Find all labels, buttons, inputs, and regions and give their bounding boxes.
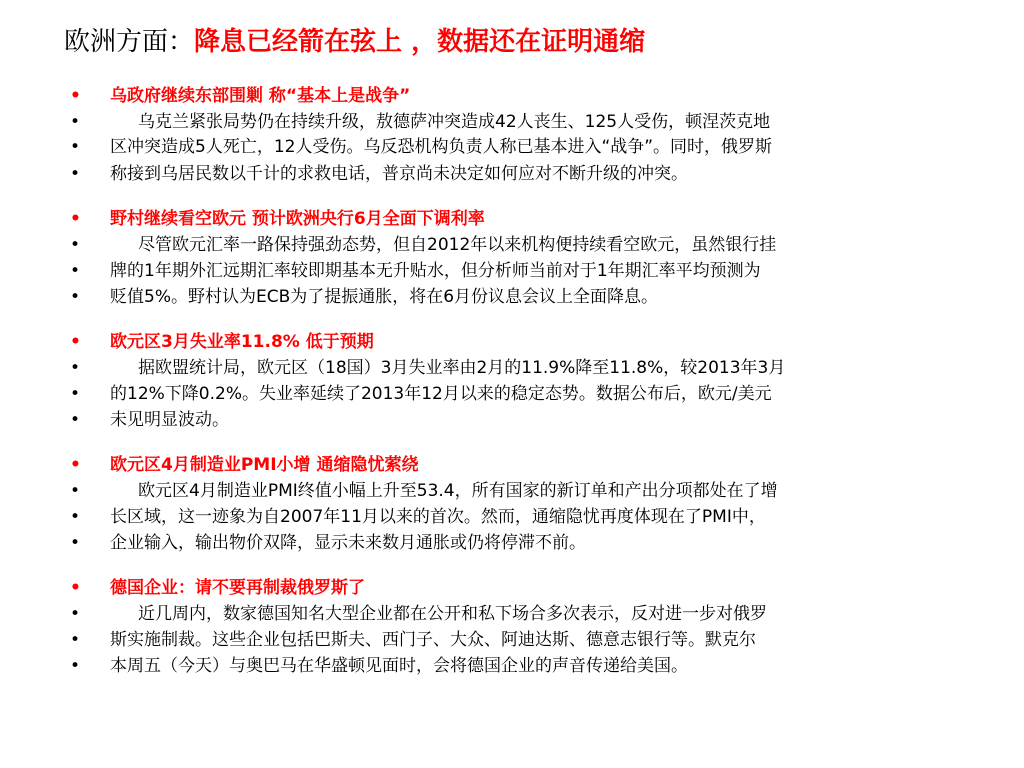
paragraph-line: • 牌的1年期外汇远期汇率较即期基本无升贴水，但分析师当前对于1年期汇率平均预测为 <box>70 258 990 284</box>
paragraph-line: • 的12%下降0.2%。失业率延续了2013年12月以来的稳定态势。数据公布后，欧元/美元 <box>70 381 990 407</box>
bullet-icon: • <box>70 164 81 184</box>
bullet-icon: • <box>70 112 81 132</box>
bullet-icon: • <box>70 630 81 650</box>
paragraph-line: • 称接到乌居民数以千计的求救电话，普京尚未决定如何应对不断升级的冲突。 <box>70 161 990 187</box>
section-heading: • 欧元区4月制造业PMI小增 通缩隐忧萦绕 <box>70 452 990 478</box>
paragraph-line: • 斯实施制裁。这些企业包括巴斯夫、西门子、大众、阿迪达斯、德意志银行等。默克尔 <box>70 627 990 653</box>
bullet-icon: • <box>70 209 81 229</box>
bullet-icon: • <box>70 481 81 501</box>
section-heading: • 欧元区3月失业率11.8% 低于预期 <box>70 329 990 355</box>
bullet-icon: • <box>70 261 81 281</box>
news-section <box>70 452 990 556</box>
news-section <box>70 83 990 187</box>
paragraph-line: • 长区域，这一迹象为自2007年11月以来的首次。然而，通缩隐忧再度体现在了PMI中， <box>70 504 990 530</box>
bullet-icon: • <box>70 604 81 624</box>
slide-title <box>64 22 645 62</box>
bullet-icon: • <box>70 578 81 598</box>
section-heading: • 野村继续看空欧元 预计欧洲央行6月全面下调利率 <box>70 206 990 232</box>
paragraph-line: • 区冲突造成5人死亡，12人受伤。乌反恐机构负责人称已基本进入“战争”。同时，俄罗斯 <box>70 137 773 157</box>
paragraph-line: • 尽管欧元汇率一路保持强劲态势，但自2012年以来机构便持续看空欧元，虽然银行挂 <box>70 232 990 258</box>
paragraph-line: • 本周五（今天）与奥巴马在华盛顿见面时，会将德国企业的声音传递给美国。 <box>70 653 990 679</box>
bullet-icon: • <box>70 358 81 378</box>
paragraph-line: • 贬值5%。野村认为ECB为了提振通胀，将在6月份议息会议上全面降息。 <box>70 284 990 310</box>
section-heading: • 德国企业：请不要再制裁俄罗斯了 <box>70 575 990 601</box>
title-prefix: 欧洲方面： <box>64 27 195 57</box>
paragraph-line: • 企业输入，输出物价双降，显示未来数月通胀或仍将停滞不前。 <box>70 530 990 556</box>
bullet-icon: • <box>70 137 81 157</box>
bullet-icon: • <box>70 410 81 430</box>
paragraph-line: • 乌克兰紧张局势仍在持续升级，敖德萨冲突造成42人丧生、125人受伤，顿涅茨克地 <box>70 109 990 135</box>
bullet-icon: • <box>70 235 81 255</box>
bullet-icon: • <box>70 86 81 106</box>
paragraph-line: • 据欧盟统计局，欧元区（18国）3月失业率由2月的11.9%降至11.8%，较2013年3月 <box>70 355 990 381</box>
paragraph-line: • 欧元区4月制造业PMI终值小幅上升至53.4，所有国家的新订单和产出分项都处在了增 <box>70 478 990 504</box>
bullet-icon: • <box>70 287 81 307</box>
news-section <box>70 206 990 310</box>
section-heading: • 乌政府继续东部围剿 称“基本上是战争” <box>70 83 990 109</box>
bullet-icon: • <box>70 332 81 352</box>
title-accent: 降息已经箭在弦上 ，数据还在证明通缩 <box>194 27 646 57</box>
news-section <box>70 329 990 433</box>
bullet-icon: • <box>70 533 81 553</box>
bullet-icon: • <box>70 384 81 404</box>
bullet-icon: • <box>70 455 81 475</box>
paragraph-line: • 近几周内，数家德国知名大型企业都在公开和私下场合多次表示，反对进一步对俄罗 <box>70 601 990 627</box>
bullet-icon: • <box>70 656 81 676</box>
news-section <box>70 575 990 679</box>
news-list <box>70 83 990 698</box>
paragraph-line: • 未见明显波动。 <box>70 407 990 433</box>
bullet-icon: • <box>70 507 81 527</box>
